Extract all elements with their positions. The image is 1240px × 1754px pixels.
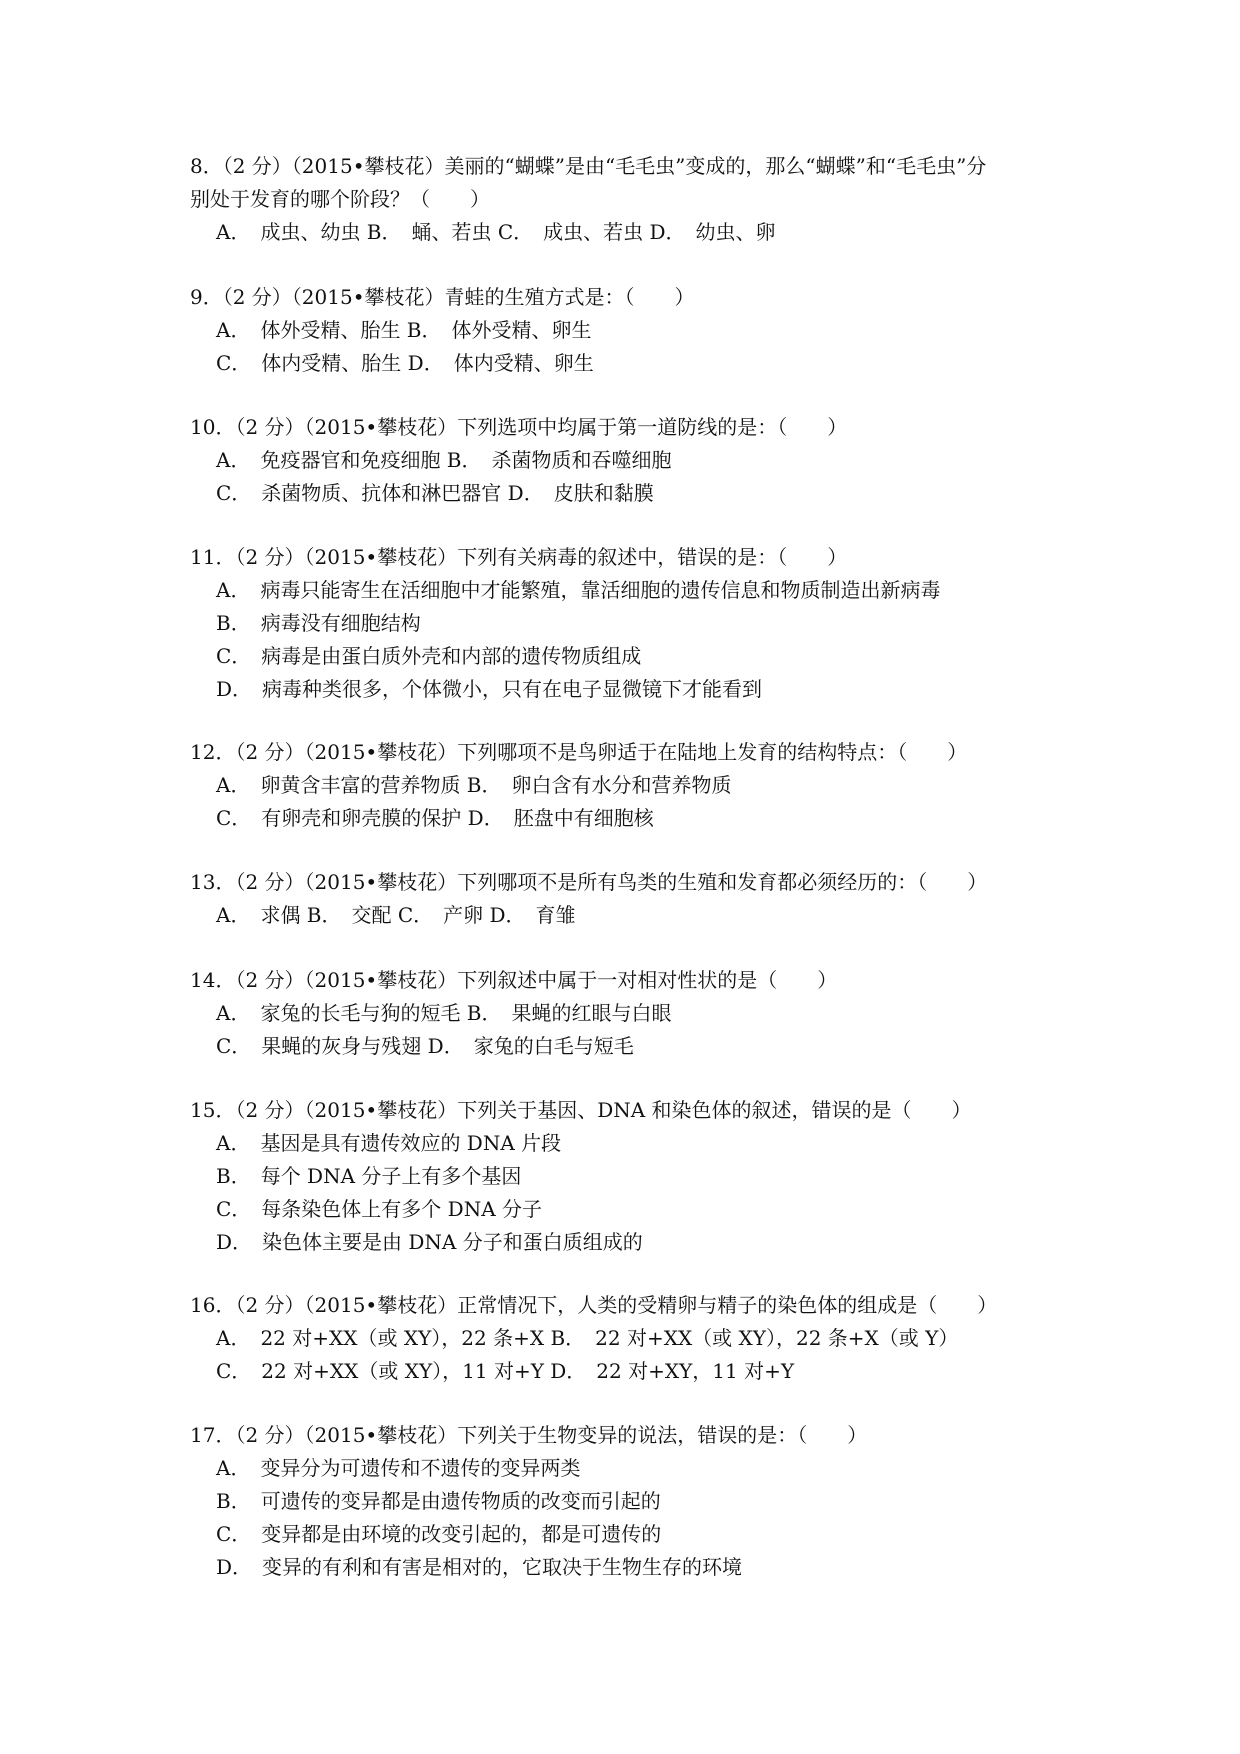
question-10 <box>190 411 1070 510</box>
answer-options: A． 体外受精、胎生 B． 体外受精、卵生 <box>216 318 592 342</box>
question-stem: 10．（2 分）（2015•攀枝花）下列选项中均属于第一道防线的是：（ ） <box>190 415 848 439</box>
question-8 <box>190 150 1070 249</box>
answer-options: C． 体内受精、胎生 D． 体内受精、卵生 <box>216 351 594 375</box>
question-stem: 13．（2 分）（2015•攀枝花）下列哪项不是所有鸟类的生殖和发育都必须经历的：（ ） <box>190 870 988 894</box>
question-9 <box>190 281 1070 380</box>
question-stem: 11．（2 分）（2015•攀枝花）下列有关病毒的叙述中，错误的是：（ ） <box>190 545 848 569</box>
answer-options: A． 免疫器官和免疫细胞 B． 杀菌物质和吞噬细胞 <box>216 448 672 472</box>
question-stem: 16．（2 分）（2015•攀枝花）正常情况下，人类的受精卵与精子的染色体的组成是（ ） <box>190 1293 998 1317</box>
answer-options: A． 22 对+XX（或 XY），22 条+X B． 22 对+XX（或 XY），22 条+X（或 Y） <box>216 1326 959 1350</box>
question-stem: 14．（2 分）（2015•攀枝花）下列叙述中属于一对相对性状的是（ ） <box>190 968 838 992</box>
answer-options: B． 每个 DNA 分子上有多个基因 <box>216 1164 522 1188</box>
question-13 <box>190 866 1070 932</box>
question-14 <box>190 964 1070 1063</box>
answer-options: C． 变异都是由环境的改变引起的，都是可遗传的 <box>216 1522 662 1546</box>
answer-options: A． 变异分为可遗传和不遗传的变异两类 <box>216 1456 581 1480</box>
question-17 <box>190 1419 1070 1584</box>
question-stem: 15．（2 分）（2015•攀枝花）下列关于基因、DNA 和染色体的叙述，错误的是（ ） <box>190 1098 972 1122</box>
answer-options: C． 杀菌物质、抗体和淋巴器官 D． 皮肤和黏膜 <box>216 481 654 505</box>
answer-options: B． 病毒没有细胞结构 <box>216 611 421 635</box>
answer-options: D． 变异的有利和有害是相对的，它取决于生物生存的环境 <box>216 1555 743 1579</box>
answer-options: C． 有卵壳和卵壳膜的保护 D． 胚盘中有细胞核 <box>216 806 654 830</box>
question-15 <box>190 1094 1070 1259</box>
answer-options: B． 可遗传的变异都是由遗传物质的改变而引起的 <box>216 1489 661 1513</box>
answer-options: C． 每条染色体上有多个 DNA 分子 <box>216 1197 542 1221</box>
question-12 <box>190 736 1070 835</box>
answer-options: C． 22 对+XX（或 XY），11 对+Y D． 22 对+XY，11 对+Y <box>216 1359 795 1383</box>
answer-options: A． 卵黄含丰富的营养物质 B． 卵白含有水分和营养物质 <box>216 773 732 797</box>
answer-options: A． 病毒只能寄生在活细胞中才能繁殖，靠活细胞的遗传信息和物质制造出新病毒 <box>216 578 941 602</box>
answer-options: D． 染色体主要是由 DNA 分子和蛋白质组成的 <box>216 1230 643 1254</box>
question-stem: 9．（2 分）（2015•攀枝花）青蛙的生殖方式是：（ ） <box>190 285 695 309</box>
question-11 <box>190 541 1070 706</box>
question-stem: 12．（2 分）（2015•攀枝花）下列哪项不是鸟卵适于在陆地上发育的结构特点：（ ） <box>190 740 968 764</box>
answer-options: A． 求偶 B． 交配 C． 产卵 D． 育雏 <box>216 903 576 927</box>
question-16 <box>190 1289 1070 1388</box>
answer-options: A． 成虫、幼虫 B． 蛹、若虫 C． 成虫、若虫 D． 幼虫、卵 <box>216 220 776 244</box>
answer-options: D． 病毒种类很多，个体微小，只有在电子显微镜下才能看到 <box>216 677 763 701</box>
question-stem: 别处于发育的哪个阶段？（ ） <box>190 187 490 211</box>
question-stem: 17．（2 分）（2015•攀枝花）下列关于生物变异的说法，错误的是：（ ） <box>190 1423 868 1447</box>
question-stem: 8．（2 分）（2015•攀枝花）美丽的“蝴蝶”是由“毛毛虫”变成的，那么“蝴蝶”和“毛毛虫”分 <box>190 154 987 178</box>
answer-options: C． 果蝇的灰身与残翅 D． 家兔的白毛与短毛 <box>216 1034 634 1058</box>
answer-options: C． 病毒是由蛋白质外壳和内部的遗传物质组成 <box>216 644 642 668</box>
answer-options: A． 基因是具有遗传效应的 DNA 片段 <box>216 1131 562 1155</box>
answer-options: A． 家兔的长毛与狗的短毛 B． 果蝇的红眼与白眼 <box>216 1001 672 1025</box>
